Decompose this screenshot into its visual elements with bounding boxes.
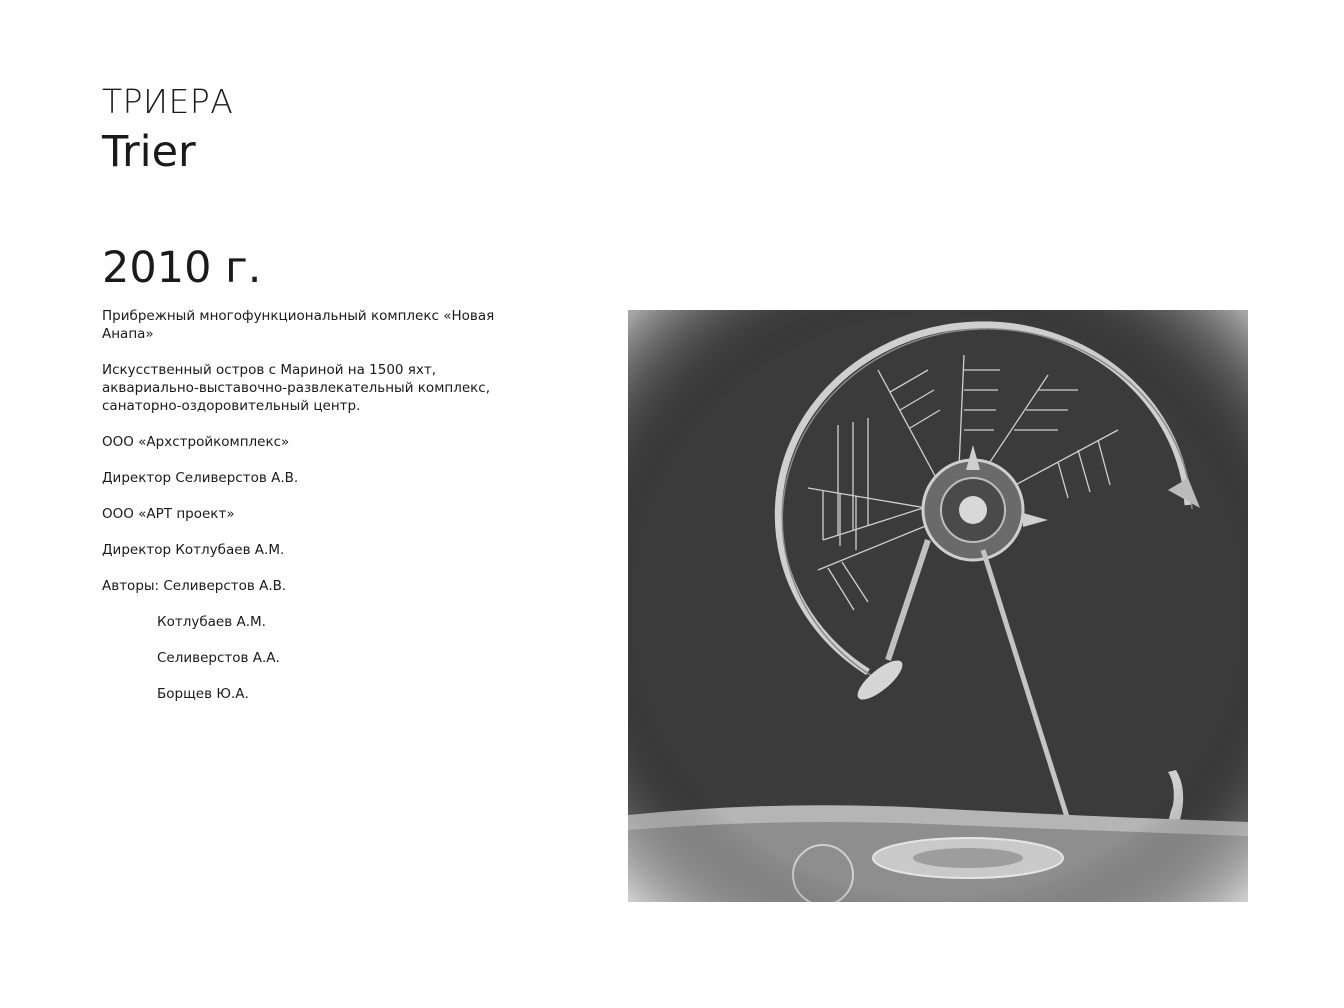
director-2: Директор Котлубаев А.М. <box>102 542 285 558</box>
project-island-description: Искусственный остров с Мариной на 1500 яхт, аквариально-выставочно-развлекательный комплекс, санаторно-оздоровительный центр. <box>102 362 491 414</box>
project-year: 2010 г. <box>102 243 262 293</box>
director-1: Директор Селиверстов А.В. <box>102 470 299 486</box>
project-description: Прибрежный многофункциональный комплекс «Новая Анапа» <box>102 308 495 342</box>
author-item: Котлубаев А.М. <box>157 614 266 630</box>
company-1: ООО «Архстройкомплекс» <box>102 434 290 450</box>
project-title-ru: ТРИЕРА <box>102 82 234 121</box>
company-2: ООО «АРТ проект» <box>102 506 235 522</box>
project-title-en: Trier <box>102 127 196 177</box>
author-item: Селиверстов А.А. <box>157 650 280 666</box>
project-info <box>102 307 522 703</box>
marina-masterplan-image <box>628 310 1248 902</box>
authors-label: Авторы: Селиверстов А.В. <box>102 578 287 594</box>
marina-masterplan-icon <box>628 310 1248 902</box>
author-item: Борщев Ю.А. <box>157 686 249 702</box>
